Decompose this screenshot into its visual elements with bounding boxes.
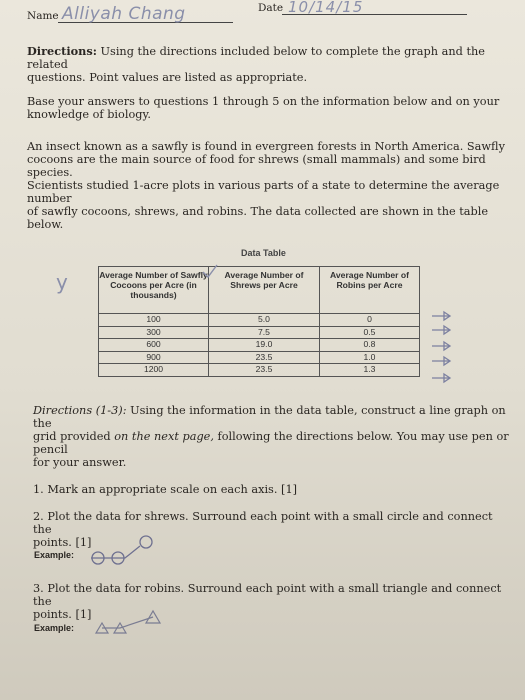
cell-robins: 1.0 <box>320 351 420 364</box>
graph-directions-line-1: Using the information in the data table, construct a line graph on the <box>33 404 506 430</box>
passage-line-6: of sawfly cocoons, shrews, and robins. The data collected are shown in the table below. <box>27 205 489 231</box>
passage-line-1: An insect known as a sawfly is found in evergreen forests in North America. Sawfly <box>27 140 505 153</box>
cell-robins: 0.5 <box>320 326 420 339</box>
directions-text-1: Using the directions included below to complete the graph and the related <box>27 45 485 71</box>
triangle-mark-icon <box>432 374 450 382</box>
base-line-2: knowledge of biology. <box>27 108 151 121</box>
table-row <box>99 326 420 339</box>
question-2-line-1: 2. Plot the data for shrews. Surround each point with a small circle and connect the <box>33 510 493 536</box>
base-line-1: Base your answers to questions 1 through 5 on the information below and on your <box>27 95 500 108</box>
cell-cocoons: 600 <box>99 339 209 352</box>
cell-shrews: 23.5 <box>209 364 320 377</box>
base-paragraph <box>27 95 507 121</box>
handwritten-check-icon <box>200 262 220 282</box>
question-3-line-2: points. [1] <box>33 608 92 621</box>
table-row <box>99 314 420 327</box>
table-row <box>99 364 420 377</box>
triangle-mark-icon <box>432 326 450 334</box>
data-table-title: Data Table <box>241 248 286 258</box>
cell-shrews: 23.5 <box>209 351 320 364</box>
table-row <box>99 339 420 352</box>
directions-paragraph <box>27 45 507 84</box>
question-1: 1. Mark an appropriate scale on each axis. [1] <box>33 483 298 496</box>
cell-shrews: 19.0 <box>209 339 320 352</box>
header-robins: Average Number of Robins per Acre <box>320 267 420 314</box>
handwritten-y-mark: y <box>56 270 68 294</box>
cell-cocoons: 1200 <box>99 364 209 377</box>
cell-robins: 0.8 <box>320 339 420 352</box>
circle-example-icon <box>88 532 168 568</box>
date-value[interactable]: 10/14/15 <box>288 0 364 16</box>
graph-directions-line-2c: following the directions below. You may use pen or <box>213 430 509 443</box>
passage-line-2: cocoons are the main source of food for shrews (small mammals) and some bird <box>27 153 486 166</box>
header-cocoons: Average Number of Sawfly Cocoons per Acre (in thousands) <box>99 267 209 314</box>
passage-line-3: species. <box>27 166 73 179</box>
triangle-mark-icon <box>432 342 450 350</box>
table-row <box>99 351 420 364</box>
directions-text-2: questions. Point values are listed as appropriate. <box>27 71 308 84</box>
question-2-line-2: points. [1] <box>33 536 92 549</box>
graph-directions-line-4: for your answer. <box>33 456 127 469</box>
cell-shrews: 5.0 <box>209 314 320 327</box>
passage-paragraph <box>27 140 512 231</box>
graph-directions-paragraph <box>33 404 513 469</box>
question-2-example-label: Example: <box>34 550 75 560</box>
cell-cocoons: 100 <box>99 314 209 327</box>
cell-cocoons: 300 <box>99 326 209 339</box>
cell-robins: 1.3 <box>320 364 420 377</box>
data-table <box>98 266 420 377</box>
header-shrews: Average Number of Shrews per Acre <box>209 267 320 314</box>
graph-directions-line-3: pencil <box>33 443 68 456</box>
question-3-example-label: Example: <box>34 623 75 633</box>
name-label: Name <box>27 10 59 22</box>
name-value[interactable]: Alliyah Chang <box>62 4 186 24</box>
question-3-line-1: 3. Plot the data for robins. Surround each point with a small triangle and connect the <box>33 582 502 608</box>
passage-line-4: Scientists studied 1-acre plots in various parts of a state to determine the average <box>27 179 500 192</box>
triangle-mark-icon <box>432 312 450 320</box>
cell-cocoons: 900 <box>99 351 209 364</box>
directions-label: Directions: <box>27 44 97 58</box>
graph-directions-label: Directions (1-3): <box>33 404 127 417</box>
handwritten-triangle-marks <box>426 310 462 390</box>
triangle-example-icon <box>92 605 172 637</box>
passage-line-5: number <box>27 192 72 205</box>
cell-robins: 0 <box>320 314 420 327</box>
date-label: Date <box>258 2 284 14</box>
graph-directions-line-2b: on the next page, <box>114 430 214 443</box>
graph-directions-line-2a: grid provided <box>33 430 115 443</box>
cell-shrews: 7.5 <box>209 326 320 339</box>
triangle-mark-icon <box>432 357 450 365</box>
